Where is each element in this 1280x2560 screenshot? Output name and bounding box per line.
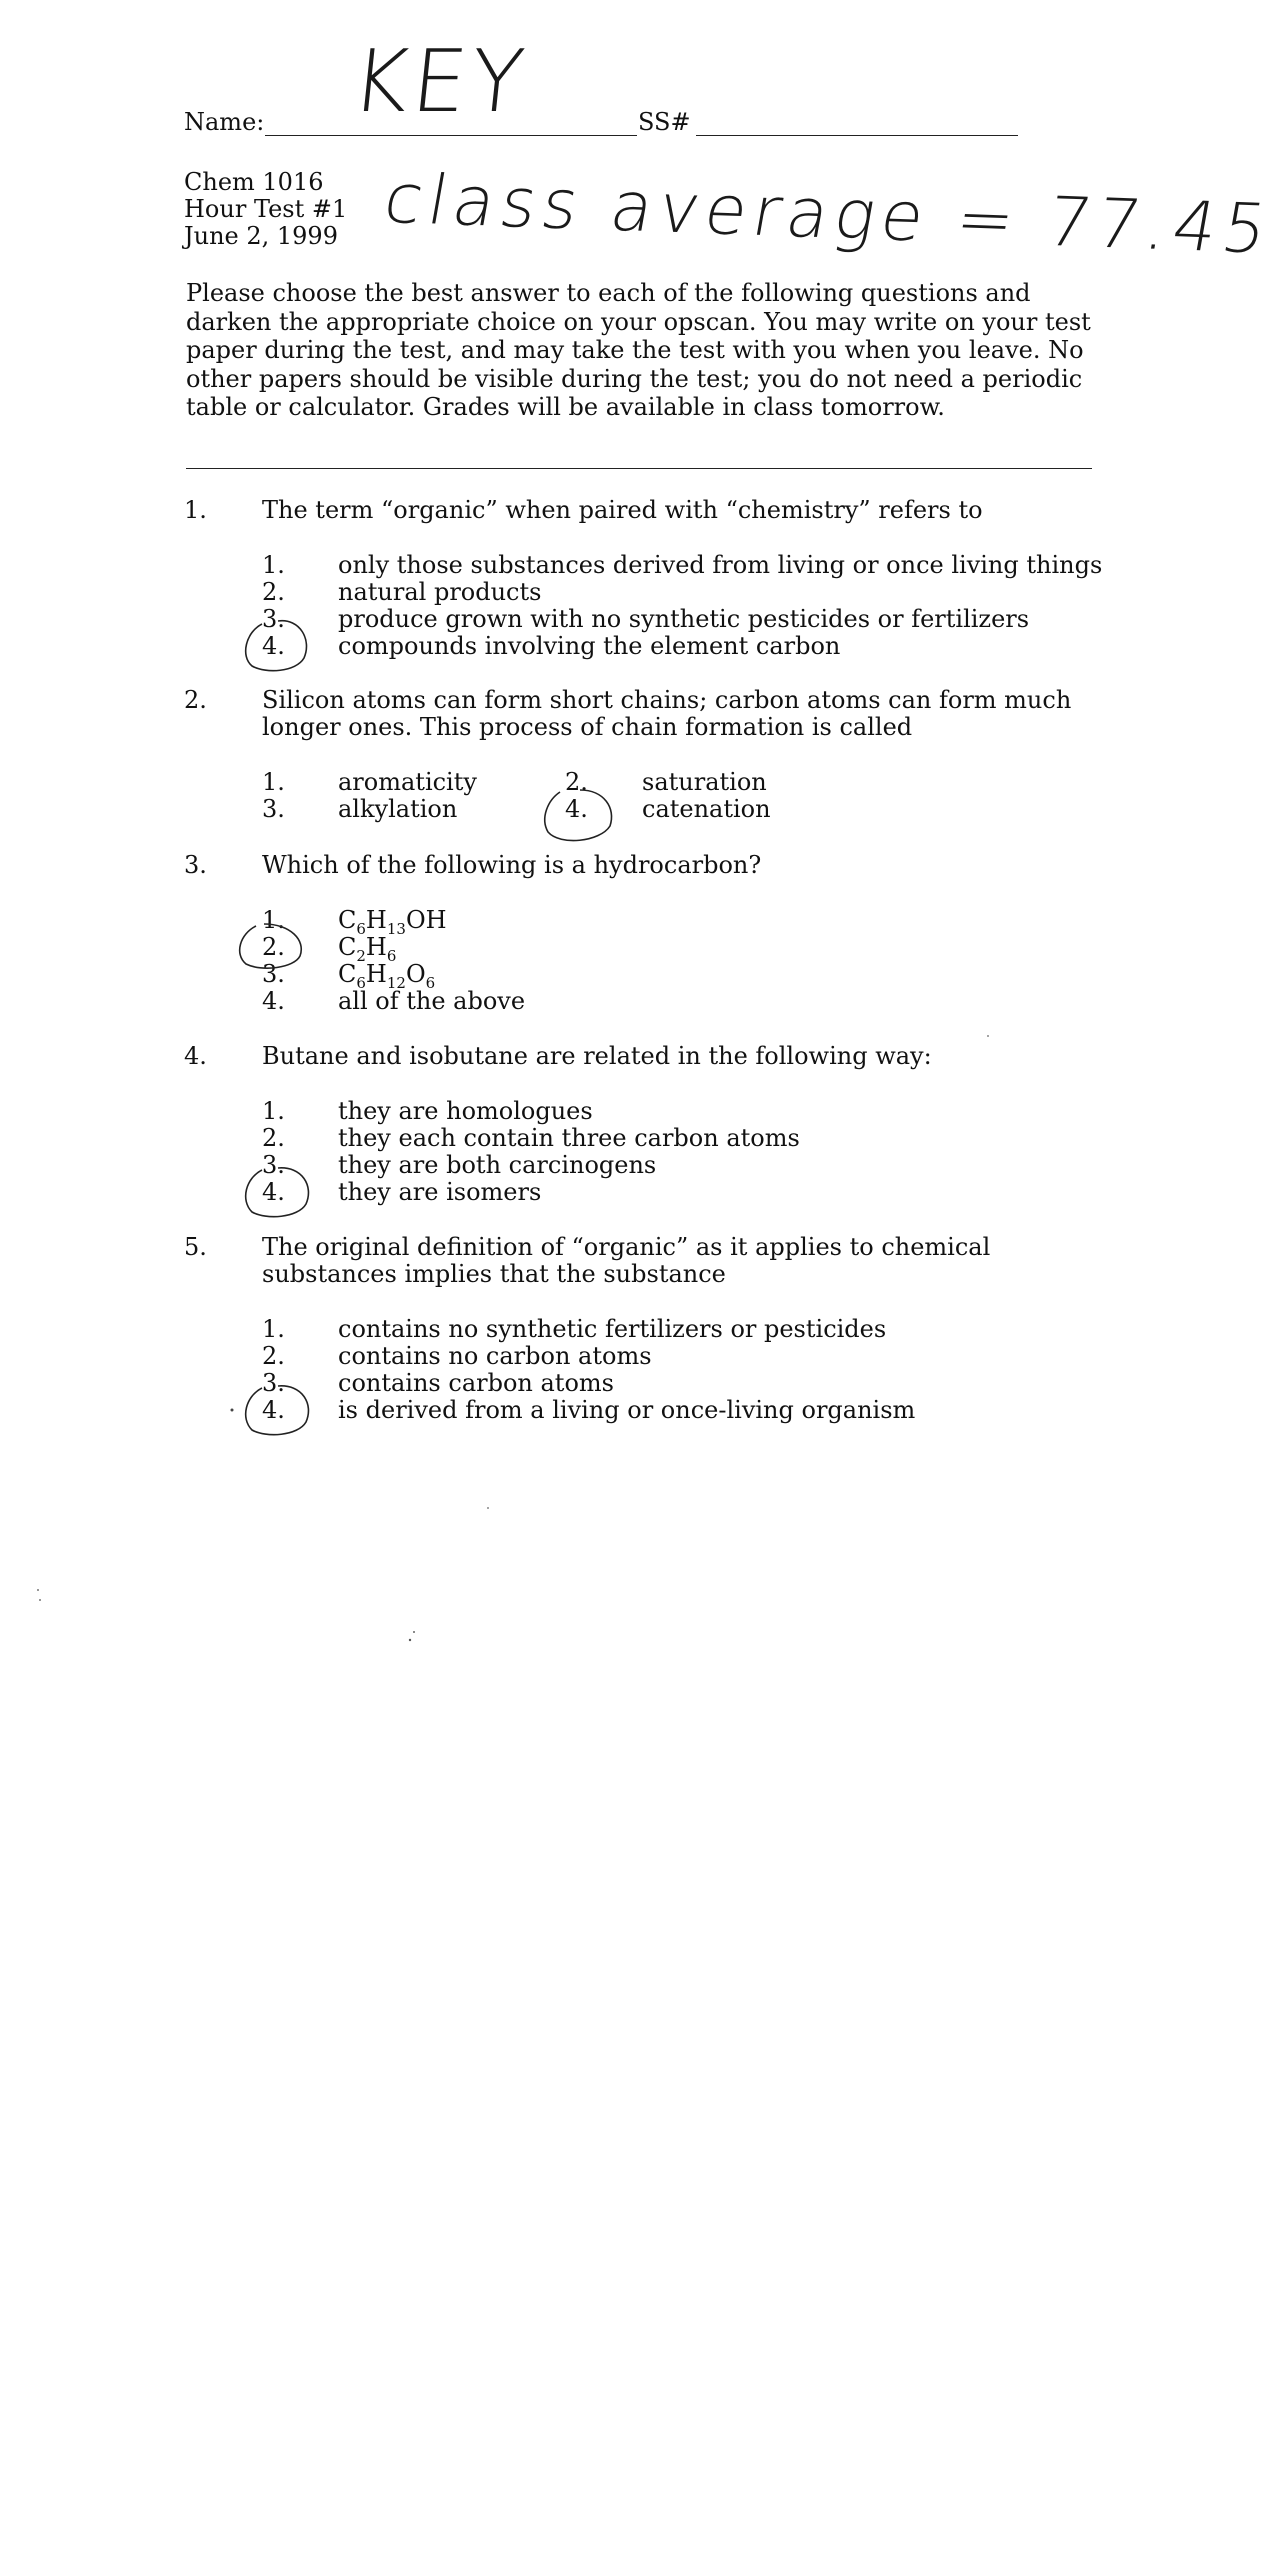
q4-choice-1-text: they are homologues [338,1097,593,1125]
q5-text-line-2: substances implies that the substance [262,1260,726,1288]
q1-choice-1-number: 1. [262,551,285,579]
formula-subscript: 13 [386,920,406,938]
q4-text: Butane and isobutane are related in the following way: [262,1042,932,1070]
formula-subscript: 6 [356,974,366,992]
formula-part: H [365,960,387,988]
q1-number: 1. [184,496,207,524]
q5-choice-2-number: 2. [262,1342,285,1370]
test-label: Hour Test #1 [184,195,348,223]
q4-choice-2-text: they each contain three carbon atoms [338,1124,800,1152]
q1-choice-3-text: produce grown with no synthetic pesticides or fertilizers [338,605,1030,633]
q4-choice-4-number: 4. [262,1178,285,1206]
q5-choice-1-number: 1. [262,1315,285,1343]
q5-choice-4-number: 4. [262,1396,285,1424]
q2-choice-4-number: 4. [565,795,588,823]
q1-choice-3-number: 3. [262,605,285,633]
q2-choice-3-number: 3. [262,795,285,823]
q3-choice-1-number: 1. [262,906,285,934]
q2-choice-2-number: 2. [565,768,588,796]
q4-choice-2-number: 2. [262,1124,285,1152]
q3-choice-2-number: 2. [262,933,285,961]
formula-subscript: 2 [356,947,366,965]
answer-circle-q2 [545,790,612,841]
answer-circle-q4 [246,1168,309,1217]
instructions: Please choose the best answer to each of the following questions and darken the appropriate choice on your opscan. You may write on your test paper during the test, and may take the test with you when you leave. No other papers should be visible during the test; you do not need a periodic table or calculator. Grades will be available in class tomorrow. [186,279,1091,421]
q1-choice-2-text: natural products [338,578,542,606]
q2-choice-1-text: aromaticity [338,768,477,796]
q2-choice-3-text: alkylation [338,795,458,823]
course-label: Chem 1016 [184,168,324,196]
q2-choice-4-text: catenation [642,795,771,823]
stray-mark [39,1599,41,1601]
stray-mark [987,1035,989,1037]
q5-choice-2-text: contains no carbon atoms [338,1342,652,1370]
stray-mark [409,1639,411,1641]
q4-choice-3-number: 3. [262,1151,285,1179]
formula-subscript: 6 [425,974,436,992]
q3-choice-4-number: 4. [262,987,285,1015]
q3-text: Which of the following is a hydrocarbon? [262,851,762,879]
formula-part: H [365,933,387,961]
q3-number: 3. [184,851,207,879]
stray-mark [487,1507,489,1509]
handwritten-class-average: class average = 77.45 [378,160,1279,270]
q1-choice-2-number: 2. [262,578,285,606]
q5-choice-1-text: contains no synthetic fertilizers or pesticides [338,1315,887,1343]
q3-choice-4-text: all of the above [338,987,526,1015]
q5-choice-3-number: 3. [262,1369,285,1397]
q5-choice-3-text: contains carbon atoms [338,1369,614,1397]
formula-part: C [338,906,357,934]
formula-part: C [338,960,357,988]
ss-label: SS# [638,108,691,136]
answer-circle-q1 [246,621,307,671]
handwritten-name: KEY [346,32,533,132]
stray-mark [231,1409,234,1412]
answer-circle-q5 [246,1386,309,1435]
q1-choice-1-text: only those substances derived from living or once living things [338,551,1103,579]
q1-text: The term “organic” when paired with “chemistry” refers to [262,496,983,524]
date-label: June 2, 1999 [184,222,338,250]
q2-text-line-1: Silicon atoms can form short chains; carbon atoms can form much [262,686,1072,714]
q3-choice-3-number: 3. [262,960,285,988]
formula-subscript: 6 [386,947,397,965]
formula-part: OH [405,906,447,934]
q5-text-line-1: The original definition of “organic” as it applies to chemical [262,1233,991,1261]
answer-circle-q3 [240,924,302,968]
formula-part: O [405,960,426,988]
q2-number: 2. [184,686,207,714]
stray-mark [37,1589,39,1591]
q2-text-line-2: longer ones. This process of chain formation is called [262,713,913,741]
formula-subscript: 6 [356,920,366,938]
formula-subscript: 12 [386,974,406,992]
formula-part: C [338,933,357,961]
q2-choice-1-number: 1. [262,768,285,796]
q4-choice-3-text: they are both carcinogens [338,1151,657,1179]
q4-choice-4-text: they are isomers [338,1178,542,1206]
formula-part: H [365,906,387,934]
q2-choice-2-text: saturation [642,768,767,796]
name-label: Name: [184,108,265,136]
stray-mark [413,1631,415,1633]
q4-number: 4. [184,1042,207,1070]
q5-number: 5. [184,1233,207,1261]
q1-choice-4-text: compounds involving the element carbon [338,632,841,660]
q1-choice-4-number: 4. [262,632,285,660]
q5-choice-4-text: is derived from a living or once-living organism [338,1396,916,1424]
q4-choice-1-number: 1. [262,1097,285,1125]
